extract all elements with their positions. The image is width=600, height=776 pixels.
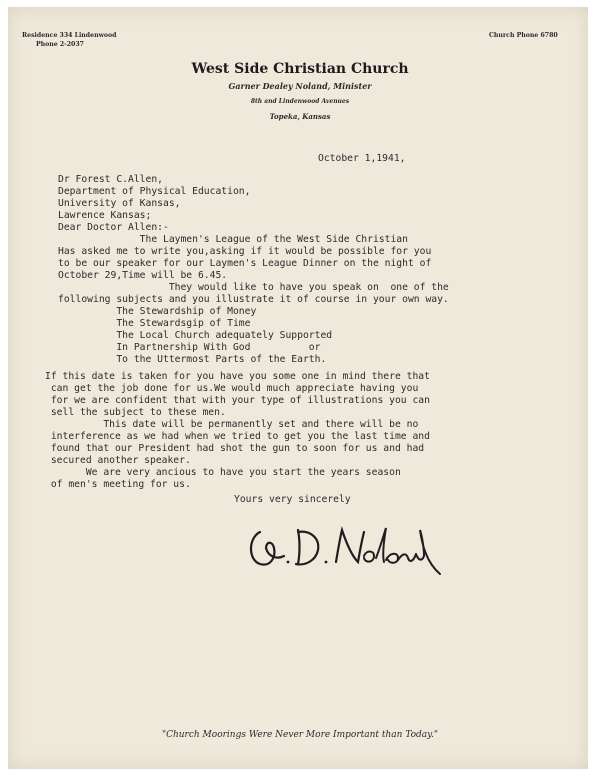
letter-paragraph-1: The Laymen's League of the West Side Christian Has asked me to write you,asking if it would be possible for you to be our speaker for our Laymen's League Dinner on the night of October 29,Time will be 6.45. They would like to have you speak on one of the following subjects and you illustrate it of course in your own way. The Stewardship of Money The Stewardsgip of Time The Local Church adequately Supported In Partnership With God or To the Uttermost Parts of the Earth. — [58, 234, 449, 365]
residence-info — [22, 31, 116, 49]
inside-address: Dr Forest C.Allen, Department of Physical Education, University of Kansas, Lawrence Kansas; Dear Doctor Allen:- — [58, 174, 251, 233]
footer-motto: "Church Moorings Were Never More Important than Today." — [161, 730, 439, 740]
letter-paragraph-2: If this date is taken for you have you some one in mind there that can get the job done for us.We would much appreciate having you for we are confident that with your type of illustrations you can sell the subject to these men. This date will be permanently set and there will be no interference as we had when we tried to get you the last time and found that our President had shot the gun to soon for us and had secured another speaker. We are very ancious to have you start the years season of men's meeting for us. — [45, 371, 430, 490]
minister-name: Garner Dealey Noland, Minister — [228, 81, 372, 91]
residence-address: Residence 334 Lindenwood — [22, 32, 117, 39]
residence-phone: Phone 2-2037 — [36, 41, 84, 48]
handwritten-signature — [246, 520, 446, 580]
closing: Yours very sincerely — [234, 494, 351, 505]
church-city: Topeka, Kansas — [269, 112, 331, 121]
church-address: 8th and Lindenwood Avenues — [250, 98, 350, 105]
letter-date: October 1,1941, — [318, 153, 406, 164]
church-phone: Church Phone 6780 — [489, 32, 558, 39]
church-name: West Side Christian Church — [191, 61, 409, 77]
